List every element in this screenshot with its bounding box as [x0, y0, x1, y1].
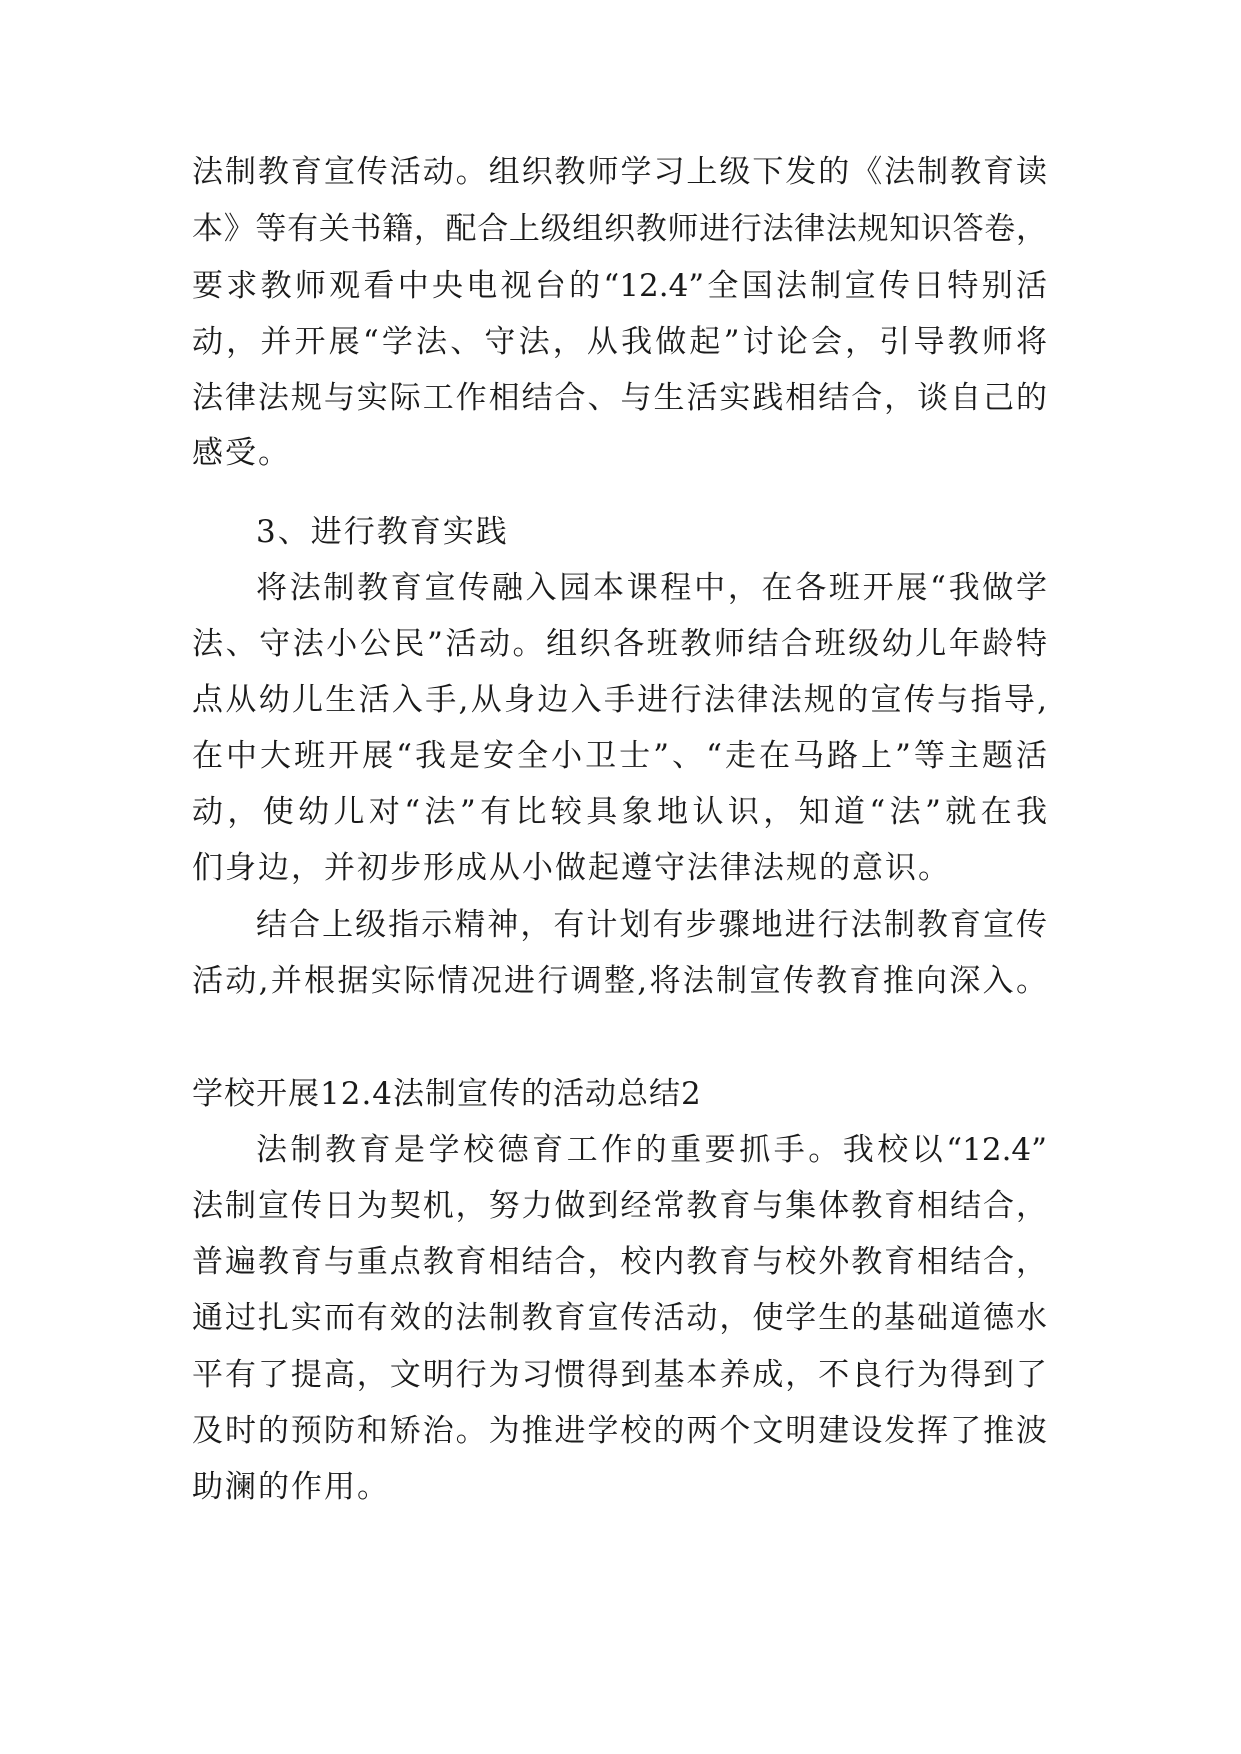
paragraph-line: 法制教育是学校德育工作的重要抓手。我校以“12.4” [256, 1132, 1047, 1168]
paragraph-line: 助澜的作用。 [192, 1469, 390, 1505]
paragraph-line: 平有了提高，文明行为习惯得到基本养成，不良行为得到了 [192, 1357, 1047, 1393]
paragraph-line: 本》等有关书籍，配合上级组织教师进行法律法规知识答卷， [192, 211, 1047, 247]
paragraph-line: 法律法规与实际工作相结合、与生活实践相结合，谈自己的 [192, 380, 1047, 416]
paragraph-line: 法制宣传日为契机，努力做到经常教育与集体教育相结合， [192, 1188, 1047, 1224]
paragraph-line: 们身边，并初步形成从小做起遵守法律法规的意识。 [192, 850, 951, 886]
paragraph-line: 点从幼儿生活入手,从身边入手进行法律法规的宣传与指导, [192, 682, 1047, 718]
paragraph-line: 活动,并根据实际情况进行调整,将法制宣传教育推向深入。 [192, 963, 1047, 999]
paragraph-line: 在中大班开展“我是安全小卫士”、“走在马路上”等主题活 [192, 738, 1047, 774]
subheading: 3、进行教育实践 [256, 514, 509, 550]
paragraph-line: 通过扎实而有效的法制教育宣传活动，使学生的基础道德水 [192, 1300, 1047, 1336]
paragraph-line: 普遍教育与重点教育相结合，校内教育与校外教育相结合， [192, 1244, 1047, 1280]
paragraph-line: 将法制教育宣传融入园本课程中，在各班开展“我做学 [256, 570, 1047, 606]
paragraph-line: 动，并开展“学法、守法，从我做起”讨论会，引导教师将 [192, 324, 1047, 360]
paragraph-line: 感受。 [192, 435, 291, 471]
paragraph-line: 及时的预防和矫治。为推进学校的两个文明建设发挥了推波 [192, 1413, 1047, 1449]
paragraph-line: 法、守法小公民”活动。组织各班教师结合班级幼儿年龄特 [192, 626, 1047, 662]
paragraph-line: 结合上级指示精神，有计划有步骤地进行法制教育宣传 [256, 907, 1047, 943]
section-title: 学校开展12.4法制宣传的活动总结2 [192, 1076, 702, 1112]
paragraph-line: 要求教师观看中央电视台的“12.4”全国法制宣传日特别活 [192, 268, 1047, 304]
paragraph-line: 法制教育宣传活动。组织教师学习上级下发的《法制教育读 [192, 154, 1047, 190]
paragraph-line: 动，使幼儿对“法”有比较具象地认识，知道“法”就在我 [192, 794, 1047, 830]
